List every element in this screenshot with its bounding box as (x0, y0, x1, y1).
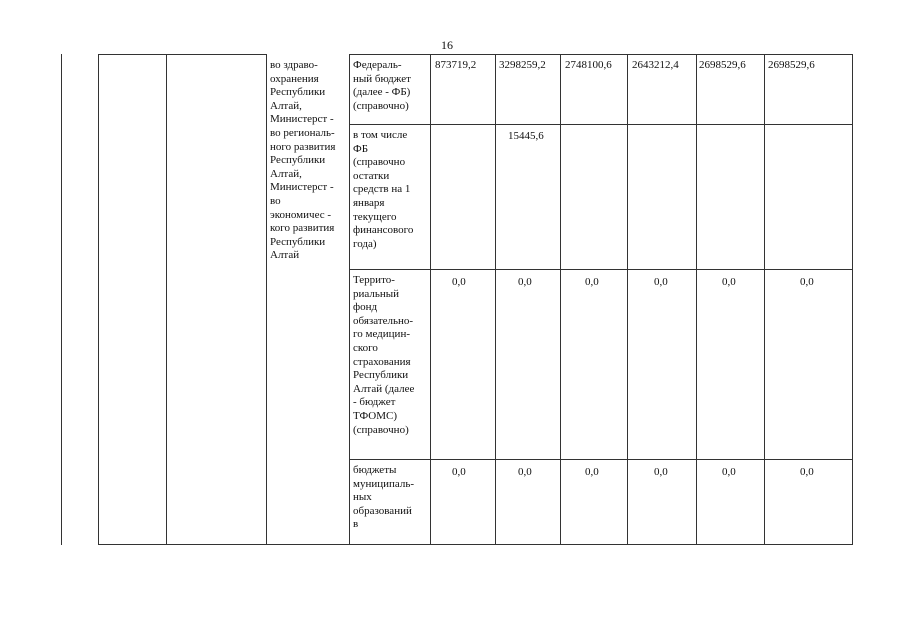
grid-vline (430, 54, 431, 545)
grid-hline (166, 54, 266, 55)
grid-hline (349, 459, 853, 460)
value-cell: 0,0 (654, 276, 668, 288)
grid-vline (560, 54, 561, 545)
value-cell: 2698529,6 (768, 59, 815, 71)
grid-vline (349, 54, 350, 545)
source-tfoms: Террито- риальный фонд обязательно- го медицин- ского страхования Республики Алтай (далее - бюджет ТФОМС) (справочно) (353, 274, 415, 436)
grid-hline (349, 269, 853, 270)
grid-vline (98, 54, 99, 545)
value-cell: 15445,6 (508, 130, 544, 142)
value-cell: 0,0 (452, 466, 466, 478)
source-federal-budget: Федераль- ный бюджет (далее - ФБ) (справочно) (353, 59, 411, 112)
value-cell: 3298259,2 (499, 59, 546, 71)
value-cell: 0,0 (800, 276, 814, 288)
grid-vline (266, 54, 267, 545)
page-number: 16 (441, 38, 453, 52)
value-cell: 0,0 (654, 466, 668, 478)
left-margin-line (61, 54, 62, 545)
responsible-executors: во здраво- охранения Республики Алтай, Министерст - во региональ- ного развития Республики Алтай, Министерст - во экономичес - кого развития Республики Алтай (270, 59, 336, 262)
grid-hline (349, 54, 853, 55)
value-cell: 0,0 (518, 276, 532, 288)
grid-vline (696, 54, 697, 545)
grid-hline (349, 124, 853, 125)
grid-vline (627, 54, 628, 545)
grid-hline (98, 544, 853, 545)
value-cell: 0,0 (518, 466, 532, 478)
value-cell: 0,0 (585, 276, 599, 288)
value-cell: 0,0 (800, 466, 814, 478)
source-municipal: бюджеты муниципаль- ных образований в (353, 464, 415, 531)
grid-vline (852, 54, 853, 545)
value-cell: 0,0 (722, 276, 736, 288)
value-cell: 873719,2 (435, 59, 477, 71)
value-cell: 0,0 (722, 466, 736, 478)
grid-vline (166, 54, 167, 545)
grid-vline (495, 54, 496, 545)
value-cell: 0,0 (452, 276, 466, 288)
value-cell: 2698529,6 (699, 59, 746, 71)
value-cell: 2643212,4 (632, 59, 679, 71)
value-cell: 0,0 (585, 466, 599, 478)
value-cell: 2748100,6 (565, 59, 612, 71)
source-federal-balance: в том числе ФБ (справочно остатки средств на 1 января текущего финансового года) (353, 129, 414, 250)
grid-hline (98, 54, 166, 55)
grid-vline (764, 54, 765, 545)
